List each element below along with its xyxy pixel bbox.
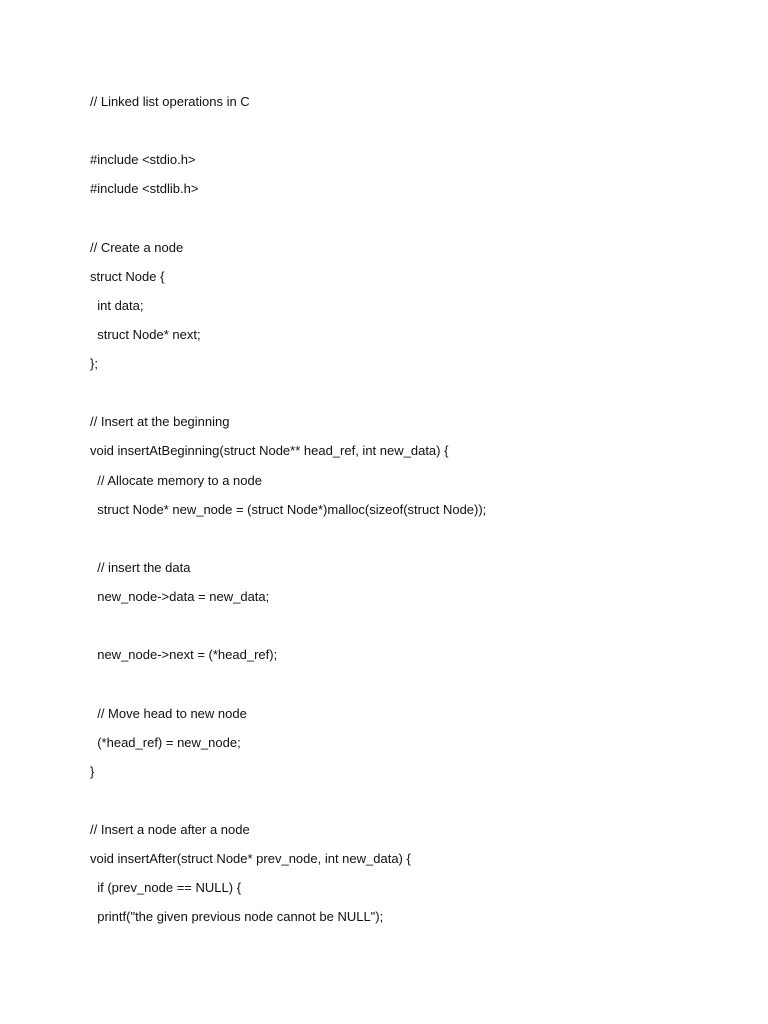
code-line: struct Node* next; xyxy=(90,327,201,342)
code-line: } xyxy=(90,764,95,779)
code-line: (*head_ref) = new_node; xyxy=(90,735,241,750)
code-line: // Insert a node after a node xyxy=(90,822,250,837)
code-line: // Linked list operations in C xyxy=(90,94,250,109)
code-line: void insertAtBeginning(struct Node** head_ref, int new_data) { xyxy=(90,443,449,458)
code-line: struct Node { xyxy=(90,269,165,284)
code-line: new_node->next = (*head_ref); xyxy=(90,647,278,662)
code-line: int data; xyxy=(90,298,144,313)
code-line: // Insert at the beginning xyxy=(90,414,230,429)
code-line: #include <stdio.h> xyxy=(90,152,196,167)
code-line: }; xyxy=(90,356,98,371)
code-line: #include <stdlib.h> xyxy=(90,181,199,196)
code-line: // Allocate memory to a node xyxy=(90,473,262,488)
code-line: // Create a node xyxy=(90,240,184,255)
code-line: new_node->data = new_data; xyxy=(90,589,270,604)
code-line: struct Node* new_node = (struct Node*)malloc(sizeof(struct Node)); xyxy=(90,502,487,517)
code-line: // Move head to new node xyxy=(90,706,247,721)
code-line: printf("the given previous node cannot be NULL"); xyxy=(90,909,384,924)
code-line: if (prev_node == NULL) { xyxy=(90,880,242,895)
code-line: void insertAfter(struct Node* prev_node, int new_data) { xyxy=(90,851,411,866)
code-line: // insert the data xyxy=(90,560,191,575)
